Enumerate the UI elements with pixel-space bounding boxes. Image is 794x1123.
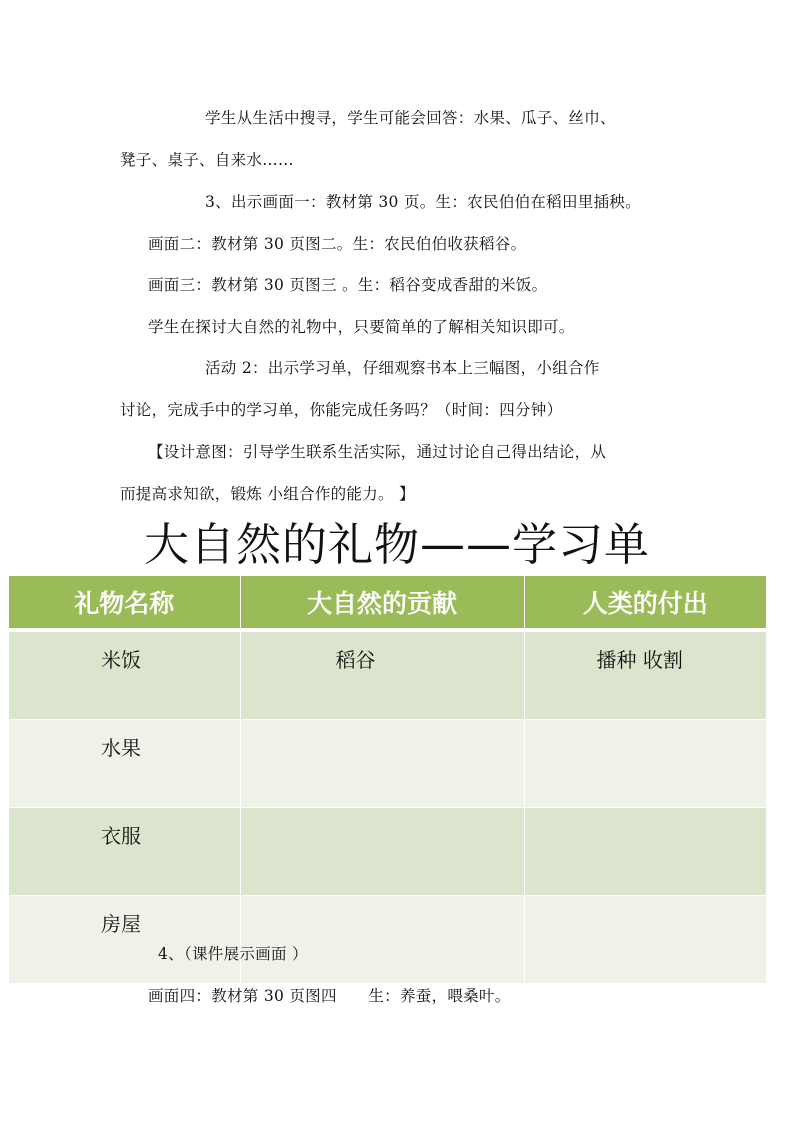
header-nature-contribution: 大自然的贡献 [240,576,524,630]
cell-gift: 水果 [9,720,240,808]
paragraph-picture-three: 画面三：教材第 30 页图三 。生：稻谷变成香甜的米饭。 [148,276,548,294]
cell-gift: 米饭 [9,630,240,720]
header-gift-name: 礼物名称 [9,576,240,630]
cell-nature: 稻谷 [240,630,524,720]
cell-human [524,808,766,896]
paragraph-picture-four: 画面四：教材第 30 页图四 生：养蚕，喂桑叶。 [148,987,511,1005]
cell-nature [240,896,524,984]
table-row [9,808,766,896]
paragraph-activity-line1: 活动 2：出示学习单，仔细观察书本上三幅图，小组合作 [205,359,600,377]
paragraph-design-line2: 而提高求知欲，锻炼 小组合作的能力。 】 [120,485,415,503]
paragraph-answer-line1: 学生从生活中搜寻，学生可能会回答：水果、瓜子、丝巾、 [205,109,616,127]
table-row [9,896,766,984]
paragraph-step-four: 4、（课件展示画面 ） [158,945,308,963]
paragraph-activity-line2: 讨论，完成手中的学习单，你能完成任务吗？（时间：四分钟） [120,401,563,419]
paragraph-picture-one: 3、出示画面一：教材第 30 页。生：农民伯伯在稻田里插秧。 [205,193,641,211]
paragraph-answer-line2: 凳子、桌子、自来水…… [120,151,294,169]
header-human-effort: 人类的付出 [524,576,766,630]
paragraph-explore: 学生在探讨大自然的礼物中，只要简单的了解相关知识即可。 [148,318,575,336]
cell-gift: 衣服 [9,808,240,896]
table-row [9,720,766,808]
cell-human [524,720,766,808]
worksheet-table [9,576,766,984]
table-row [9,630,766,720]
cell-human [524,896,766,984]
cell-nature [240,720,524,808]
cell-gift: 房屋 [9,896,240,984]
worksheet-header-row [9,576,766,630]
paragraph-picture-two: 画面二：教材第 30 页图二。生：农民伯伯收获稻谷。 [148,235,527,253]
cell-nature [240,808,524,896]
worksheet-title: 大自然的礼物——学习单 [143,518,650,571]
paragraph-design-line1: 【设计意图：引导学生联系生活实际，通过讨论自己得出结论，从 [148,443,607,461]
cell-human: 播种 收割 [524,630,766,720]
